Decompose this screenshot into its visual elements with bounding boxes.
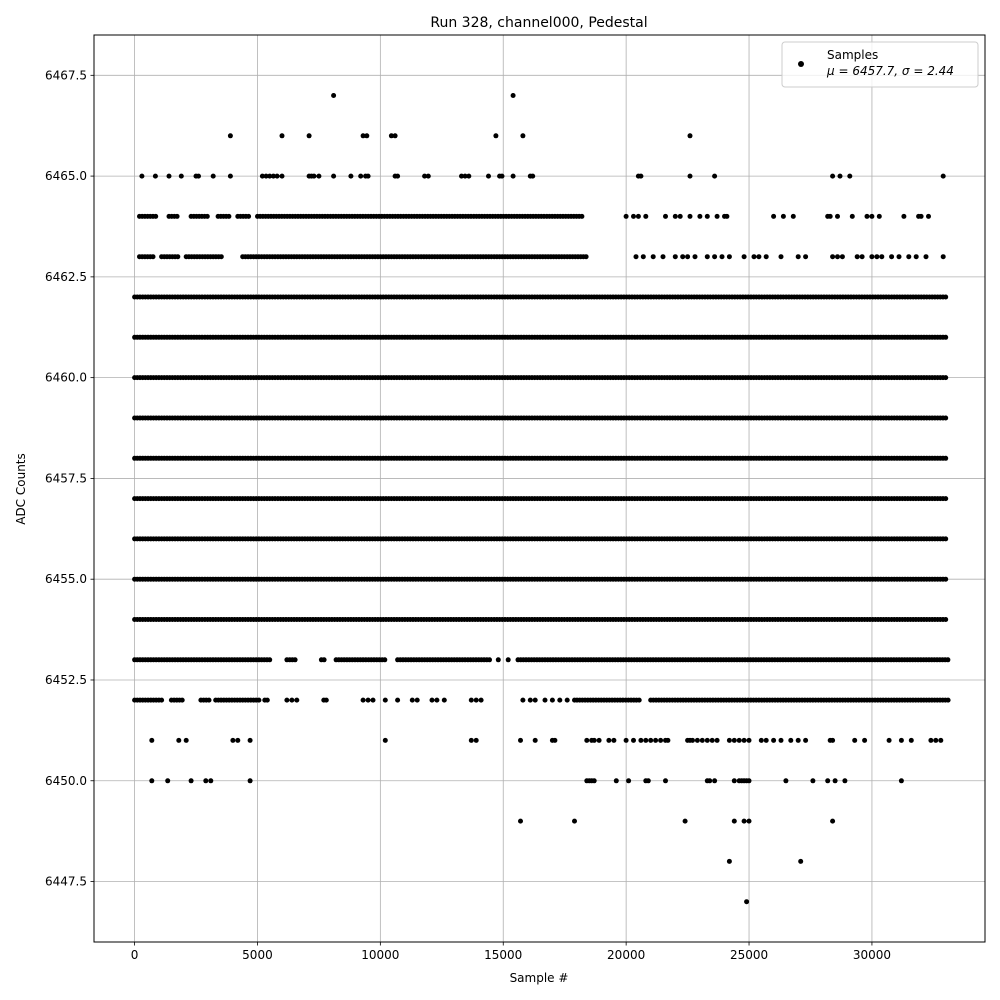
data-point: [382, 657, 387, 662]
data-point: [705, 738, 710, 743]
legend-series-name: Samples: [827, 48, 879, 62]
data-point: [710, 738, 715, 743]
data-point: [205, 214, 210, 219]
data-point: [550, 698, 555, 703]
data-point: [860, 254, 865, 259]
data-point: [366, 698, 371, 703]
data-point: [732, 819, 737, 824]
data-point: [842, 778, 847, 783]
data-point: [712, 778, 717, 783]
data-point: [658, 738, 663, 743]
data-point: [410, 698, 415, 703]
data-point: [638, 174, 643, 179]
data-point: [312, 174, 317, 179]
data-point: [175, 254, 180, 259]
data-point: [680, 254, 685, 259]
data-point: [756, 254, 761, 259]
data-point: [176, 738, 181, 743]
data-point: [196, 174, 201, 179]
data-point: [208, 778, 213, 783]
data-point: [926, 214, 931, 219]
data-point: [469, 698, 474, 703]
y-axis-ticks: [45, 68, 94, 888]
data-point: [631, 214, 636, 219]
data-point: [683, 819, 688, 824]
legend-marker: [798, 61, 804, 67]
data-point: [493, 133, 498, 138]
data-point: [219, 254, 224, 259]
data-point: [742, 738, 747, 743]
data-point: [235, 738, 240, 743]
data-point: [584, 738, 589, 743]
data-point: [946, 698, 951, 703]
data-point: [307, 133, 312, 138]
data-point: [648, 738, 653, 743]
data-point: [149, 738, 154, 743]
data-point: [742, 254, 747, 259]
data-point: [624, 214, 629, 219]
data-point: [189, 778, 194, 783]
data-point: [828, 214, 833, 219]
data-point: [897, 254, 902, 259]
data-point: [167, 174, 172, 179]
data-point: [520, 698, 525, 703]
data-point: [533, 738, 538, 743]
data-point: [712, 254, 717, 259]
data-point: [358, 174, 363, 179]
data-point: [847, 174, 852, 179]
data-point: [637, 698, 642, 703]
data-point: [626, 778, 631, 783]
y-tick-label: 6462.5: [45, 269, 87, 284]
data-point: [938, 738, 943, 743]
x-tick-label: 15000: [484, 948, 523, 962]
data-point: [280, 133, 285, 138]
data-point: [838, 174, 843, 179]
data-point: [724, 214, 729, 219]
data-point: [159, 698, 164, 703]
data-point: [788, 738, 793, 743]
data-point: [685, 254, 690, 259]
data-point: [663, 214, 668, 219]
x-tick-label: 5000: [242, 948, 273, 962]
data-point: [695, 738, 700, 743]
data-point: [887, 738, 892, 743]
data-point: [688, 133, 693, 138]
data-point: [779, 254, 784, 259]
data-point: [943, 536, 948, 541]
data-point: [673, 254, 678, 259]
data-point: [506, 657, 511, 662]
data-point: [720, 254, 725, 259]
data-point: [557, 698, 562, 703]
data-point: [742, 819, 747, 824]
data-point: [833, 778, 838, 783]
legend-stats: μ = 6457.7, σ = 2.44: [827, 64, 954, 78]
data-point: [246, 214, 251, 219]
data-point: [715, 738, 720, 743]
grid: [94, 35, 985, 942]
data-point: [810, 778, 815, 783]
data-point: [331, 174, 336, 179]
data-point: [520, 133, 525, 138]
data-point: [487, 657, 492, 662]
data-point: [869, 214, 874, 219]
data-point: [631, 738, 636, 743]
data-point: [643, 738, 648, 743]
y-tick-label: 6460.0: [45, 370, 87, 385]
data-point: [248, 738, 253, 743]
data-point: [211, 174, 216, 179]
data-point: [597, 738, 602, 743]
data-point: [943, 295, 948, 300]
x-tick-label: 30000: [852, 948, 892, 962]
data-point: [879, 254, 884, 259]
data-point: [830, 819, 835, 824]
data-point: [230, 738, 235, 743]
data-point: [840, 254, 845, 259]
data-point: [803, 738, 808, 743]
y-tick-label: 6450.0: [45, 773, 87, 788]
data-point: [943, 577, 948, 582]
data-point: [796, 738, 801, 743]
data-point: [528, 698, 533, 703]
data-point: [500, 174, 505, 179]
data-point: [688, 174, 693, 179]
data-point: [727, 738, 732, 743]
data-point: [835, 254, 840, 259]
data-point: [791, 214, 796, 219]
data-point: [474, 738, 479, 743]
y-tick-label: 6455.0: [45, 572, 87, 587]
data-point: [941, 254, 946, 259]
data-point: [643, 214, 648, 219]
data-point: [611, 738, 616, 743]
data-point: [179, 174, 184, 179]
data-point: [228, 133, 233, 138]
data-point: [665, 738, 670, 743]
data-point: [945, 657, 950, 662]
data-point: [395, 174, 400, 179]
data-point: [781, 214, 786, 219]
data-point: [646, 778, 651, 783]
data-point: [830, 738, 835, 743]
x-tick-label: 20000: [607, 948, 646, 962]
data-point: [348, 174, 353, 179]
data-point: [638, 738, 643, 743]
x-tick-label: 10000: [361, 948, 400, 962]
data-point: [747, 819, 752, 824]
data-point: [943, 375, 948, 380]
data-point: [584, 254, 589, 259]
data-point: [364, 133, 369, 138]
data-point: [434, 698, 439, 703]
data-point: [901, 214, 906, 219]
data-point: [737, 738, 742, 743]
data-point: [796, 254, 801, 259]
data-point: [284, 698, 289, 703]
data-point: [727, 859, 732, 864]
data-point: [764, 738, 769, 743]
data-point: [943, 335, 948, 340]
data-point: [316, 174, 321, 179]
y-tick-label: 6465.0: [45, 169, 87, 184]
data-point: [752, 254, 757, 259]
data-point: [289, 698, 294, 703]
data-point: [248, 778, 253, 783]
data-point: [552, 738, 557, 743]
data-point: [180, 698, 185, 703]
data-point: [641, 254, 646, 259]
data-point: [294, 698, 299, 703]
data-point: [914, 254, 919, 259]
data-point: [474, 698, 479, 703]
data-point: [697, 214, 702, 219]
y-tick-label: 6447.5: [45, 874, 87, 889]
data-point: [426, 174, 431, 179]
data-point: [226, 214, 231, 219]
data-point: [943, 617, 948, 622]
data-point: [663, 778, 668, 783]
data-point: [324, 698, 329, 703]
data-point: [705, 214, 710, 219]
data-point: [673, 214, 678, 219]
data-point: [830, 174, 835, 179]
data-point: [518, 819, 523, 824]
x-tick-label: 25000: [729, 948, 769, 962]
data-point: [518, 738, 523, 743]
data-point: [361, 698, 366, 703]
data-point: [543, 698, 548, 703]
data-point: [928, 738, 933, 743]
data-point: [442, 698, 447, 703]
data-point: [592, 778, 597, 783]
data-point: [693, 254, 698, 259]
data-point: [690, 738, 695, 743]
y-tick-label: 6467.5: [45, 68, 87, 83]
data-point: [909, 738, 914, 743]
data-point: [395, 698, 400, 703]
data-point: [267, 657, 272, 662]
data-point: [877, 214, 882, 219]
data-point: [606, 738, 611, 743]
data-point: [732, 738, 737, 743]
plot-frame: [94, 35, 985, 942]
data-point: [466, 174, 471, 179]
chart-title: Run 328, channel000, Pedestal: [430, 15, 648, 31]
data-point: [919, 214, 924, 219]
x-tick-label: 0: [130, 948, 139, 962]
data-point: [924, 254, 929, 259]
x-axis-ticks: [131, 942, 891, 962]
data-point: [207, 698, 212, 703]
data-point: [572, 819, 577, 824]
data-point: [139, 174, 144, 179]
data-point: [184, 738, 189, 743]
data-point: [783, 778, 788, 783]
data-point: [579, 214, 584, 219]
data-point: [747, 738, 752, 743]
data-point: [486, 174, 491, 179]
data-point: [634, 254, 639, 259]
data-point: [855, 254, 860, 259]
data-point: [651, 254, 656, 259]
data-point: [366, 174, 371, 179]
data-point: [228, 174, 233, 179]
data-point: [943, 456, 948, 461]
data-point: [415, 698, 420, 703]
data-point: [933, 738, 938, 743]
data-point: [496, 657, 501, 662]
data-point: [779, 738, 784, 743]
data-point: [371, 698, 376, 703]
data-point: [764, 254, 769, 259]
data-point: [149, 778, 154, 783]
data-point: [151, 254, 156, 259]
data-point: [533, 698, 538, 703]
data-point: [678, 214, 683, 219]
data-point: [322, 657, 327, 662]
data-point: [511, 93, 516, 98]
data-point: [865, 214, 870, 219]
data-point: [825, 778, 830, 783]
data-point: [565, 698, 570, 703]
data-point: [889, 254, 894, 259]
data-point: [700, 738, 705, 743]
data-point: [727, 254, 732, 259]
data-point: [899, 778, 904, 783]
data-point: [530, 174, 535, 179]
data-point: [715, 214, 720, 219]
data-point: [943, 416, 948, 421]
data-point: [732, 778, 737, 783]
data-point: [899, 738, 904, 743]
data-point: [712, 174, 717, 179]
data-point: [293, 657, 298, 662]
data-point: [830, 254, 835, 259]
data-point: [747, 778, 752, 783]
data-point: [280, 174, 285, 179]
data-point: [869, 254, 874, 259]
data-point: [265, 698, 270, 703]
data-point: [707, 778, 712, 783]
data-point: [705, 254, 710, 259]
data-point: [511, 174, 516, 179]
data-point: [624, 738, 629, 743]
data-point: [275, 174, 280, 179]
data-point: [803, 254, 808, 259]
data-point: [771, 738, 776, 743]
y-tick-label: 6452.5: [45, 672, 87, 687]
legend: [782, 42, 978, 87]
data-point: [153, 174, 158, 179]
y-axis-label: ADC Counts: [14, 453, 28, 525]
data-point: [203, 778, 208, 783]
data-point: [874, 254, 879, 259]
y-tick-label: 6457.5: [45, 471, 87, 486]
data-point: [165, 778, 170, 783]
data-point: [653, 738, 658, 743]
data-point: [835, 214, 840, 219]
x-axis-label: Sample #: [509, 971, 569, 985]
data-point: [798, 859, 803, 864]
data-point: [479, 698, 484, 703]
data-point: [744, 899, 749, 904]
data-point: [469, 738, 474, 743]
data-point: [771, 214, 776, 219]
data-point: [383, 738, 388, 743]
data-point: [636, 214, 641, 219]
data-point: [943, 496, 948, 501]
data-point: [331, 93, 336, 98]
data-point: [661, 254, 666, 259]
data-point: [688, 214, 693, 219]
data-point: [383, 698, 388, 703]
data-point: [153, 214, 158, 219]
data-point: [572, 698, 577, 703]
data-point: [614, 778, 619, 783]
data-point: [862, 738, 867, 743]
data-point: [850, 214, 855, 219]
data-point: [256, 698, 261, 703]
data-points: [132, 93, 951, 904]
data-point: [393, 133, 398, 138]
data-point: [906, 254, 911, 259]
data-point: [592, 738, 597, 743]
data-point: [759, 738, 764, 743]
data-point: [175, 214, 180, 219]
data-point: [852, 738, 857, 743]
data-point: [430, 698, 435, 703]
data-point: [941, 174, 946, 179]
